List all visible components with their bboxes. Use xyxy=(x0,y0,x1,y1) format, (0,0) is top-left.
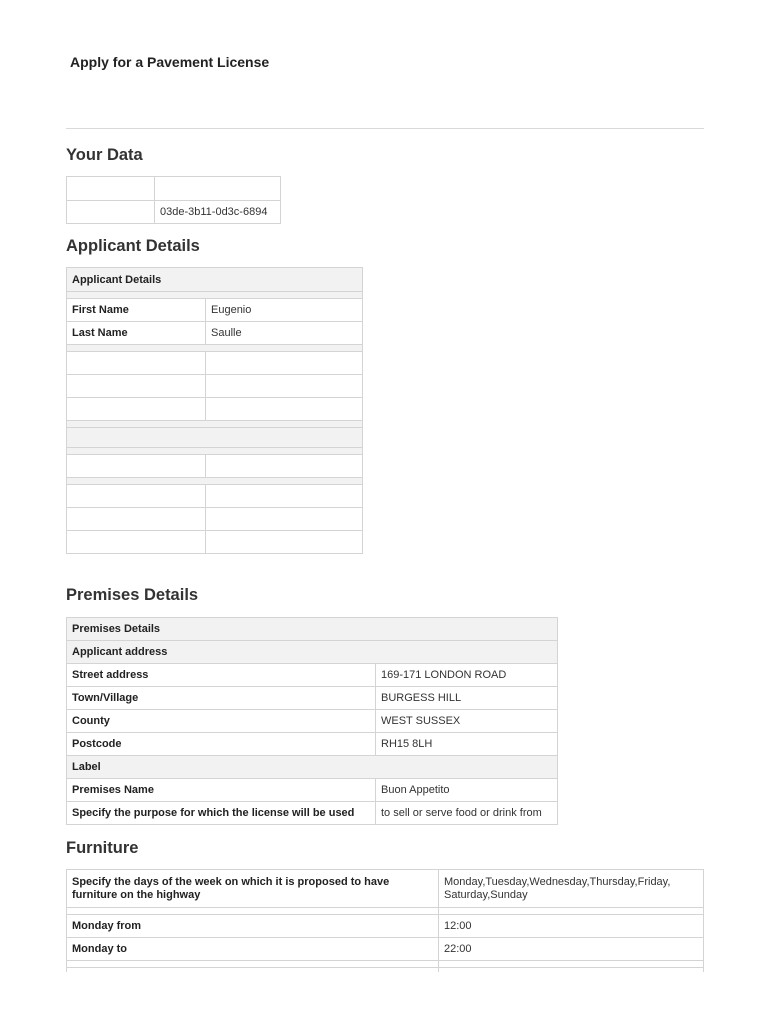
empty-cell xyxy=(67,177,155,201)
empty-cell xyxy=(67,485,206,508)
town-label: Town/Village xyxy=(67,687,376,710)
spacer-cell xyxy=(439,961,704,968)
street-address-value: 169-171 LONDON ROAD xyxy=(376,664,558,687)
days-label: Specify the days of the week on which it is proposed to have furniture on the highway xyxy=(67,870,439,908)
empty-cell xyxy=(439,968,704,972)
monday-from-value: 12:00 xyxy=(439,915,704,938)
empty-cell xyxy=(67,398,206,421)
spacer-cell xyxy=(67,908,439,915)
county-label: County xyxy=(67,710,376,733)
empty-cell xyxy=(206,455,363,478)
empty-cell xyxy=(206,485,363,508)
empty-cell xyxy=(206,352,363,375)
empty-header-row xyxy=(67,428,363,448)
empty-cell xyxy=(67,352,206,375)
purpose-label: Specify the purpose for which the license will be used xyxy=(67,802,376,825)
purpose-value: to sell or serve food or drink from xyxy=(376,802,558,825)
days-value: Monday,Tuesday,Wednesday,Thursday,Friday, Saturday,Sunday xyxy=(439,870,704,908)
postcode-label: Postcode xyxy=(67,733,376,756)
empty-cell xyxy=(67,531,206,554)
spacer-row xyxy=(67,478,363,485)
premises-table-header: Premises Details xyxy=(67,618,558,641)
spacer-row xyxy=(67,421,363,428)
last-name-label: Last Name xyxy=(67,322,206,345)
empty-cell xyxy=(206,398,363,421)
reference-label-cell xyxy=(67,201,155,224)
last-name-value: Saulle xyxy=(206,322,363,345)
empty-cell xyxy=(67,508,206,531)
town-value: BURGESS HILL xyxy=(376,687,558,710)
spacer-row xyxy=(67,448,363,455)
applicant-details-table xyxy=(66,267,363,554)
first-name-value: Eugenio xyxy=(206,299,363,322)
premises-name-label: Premises Name xyxy=(67,779,376,802)
first-name-label: First Name xyxy=(67,299,206,322)
street-address-label: Street address xyxy=(67,664,376,687)
postcode-value: RH15 8LH xyxy=(376,733,558,756)
empty-cell xyxy=(67,968,439,972)
title-divider xyxy=(66,128,704,129)
empty-cell xyxy=(155,177,281,201)
empty-cell xyxy=(206,531,363,554)
empty-cell xyxy=(67,375,206,398)
county-value: WEST SUSSEX xyxy=(376,710,558,733)
furniture-table xyxy=(66,869,704,972)
premises-details-table xyxy=(66,617,558,825)
furniture-heading: Furniture xyxy=(66,839,139,857)
spacer-cell xyxy=(67,961,439,968)
monday-to-value: 22:00 xyxy=(439,938,704,961)
your-data-heading: Your Data xyxy=(66,146,143,164)
applicant-details-heading: Applicant Details xyxy=(66,237,200,255)
applicant-address-header: Applicant address xyxy=(67,641,558,664)
applicant-table-header: Applicant Details xyxy=(67,268,363,292)
spacer-cell xyxy=(439,908,704,915)
document-title: Apply for a Pavement License xyxy=(70,54,270,70)
monday-to-label: Monday to xyxy=(67,938,439,961)
monday-from-label: Monday from xyxy=(67,915,439,938)
empty-cell xyxy=(206,375,363,398)
premises-details-heading: Premises Details xyxy=(66,586,199,604)
spacer-row xyxy=(67,345,363,352)
reference-value: 03de-3b11-0d3c-6894 xyxy=(155,201,281,224)
empty-cell xyxy=(206,508,363,531)
your-data-table xyxy=(66,176,281,224)
label-header: Label xyxy=(67,756,558,779)
empty-cell xyxy=(67,455,206,478)
premises-name-value: Buon Appetito xyxy=(376,779,558,802)
spacer-row xyxy=(67,292,363,299)
